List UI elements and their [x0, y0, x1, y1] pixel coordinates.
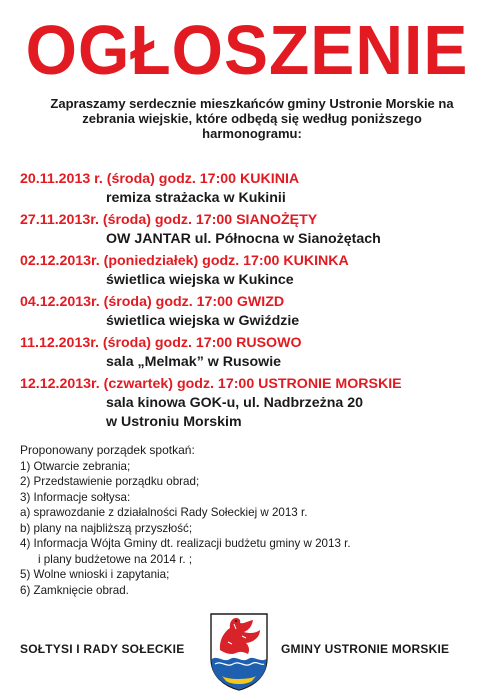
footer-signature-left: SOŁTYSI I RADY SOŁECKIE [20, 642, 185, 656]
event-location: sala kinowa GOK-u, ul. Nadbrzeżna 20 [106, 395, 364, 411]
municipality-crest-icon [208, 612, 270, 692]
agenda-item: a) sprawozdanie z działalności Rady Sołeckiej w 2013 r. [20, 506, 308, 519]
event-location: OW JANTAR ul. Północna w Sianożętach [106, 231, 381, 247]
agenda-item: 5) Wolne wnioski i zapytania; [20, 568, 170, 581]
schedule-entry [20, 211, 490, 249]
schedule-entry [20, 375, 490, 432]
event-date: 04.12.2013r. (środa) godz. 17:00 GWIZD [20, 294, 285, 310]
footer-signature-right: GMINY USTRONIE MORSKIE [281, 642, 450, 656]
intro-text: Zapraszamy serdecznie mieszkańców gminy Ustronie Morskie na zebrania wiejskie, które odbędą się według poniższego harmonogramu: [50, 96, 454, 141]
event-date: 27.11.2013r. (środa) godz. 17:00 SIANOŻĘTY [20, 212, 318, 228]
meeting-agenda [20, 443, 480, 598]
schedule-entry [20, 293, 490, 331]
agenda-item: 3) Informacje sołtysa: [20, 490, 131, 504]
agenda-item-continuation: i plany budżetowe na 2014 r. ; [38, 552, 193, 566]
schedule-entry [20, 170, 490, 208]
schedule-entry [20, 334, 490, 372]
agenda-item: b) plany na najbliższą przyszłość; [20, 521, 193, 535]
event-location: remiza strażacka w Kukinii [106, 190, 286, 206]
page-title: OGŁOSZENIE [25, 11, 469, 89]
agenda-item: 4) Informacja Wójta Gminy dt. realizacji budżetu gminy w 2013 r. [20, 537, 351, 550]
agenda-title: Proponowany porządek spotkań: [20, 443, 195, 457]
meeting-schedule [20, 170, 490, 435]
schedule-entry [20, 252, 490, 290]
event-location: świetlica wiejska w Gwiździe [106, 313, 300, 329]
event-location-line-2: w Ustroniu Morskim [106, 414, 242, 430]
event-location: sala „Melmak” w Rusowie [106, 354, 282, 370]
event-date: 12.12.2013r. (czwartek) godz. 17:00 USTRONIE MORSKIE [20, 376, 402, 392]
event-date: 11.12.2013r. (środa) godz. 17:00 RUSOWO [20, 335, 302, 351]
event-location: świetlica wiejska w Kukince [106, 272, 294, 288]
agenda-item: 1) Otwarcie zebrania; [20, 459, 131, 473]
agenda-item: 6) Zamknięcie obrad. [20, 583, 129, 597]
event-date: 02.12.2013r. (poniedziałek) godz. 17:00 KUKINKA [20, 253, 349, 269]
agenda-item: 2) Przedstawienie porządku obrad; [20, 475, 200, 488]
event-date: 20.11.2013 r. (środa) godz. 17:00 KUKINIA [20, 171, 300, 187]
